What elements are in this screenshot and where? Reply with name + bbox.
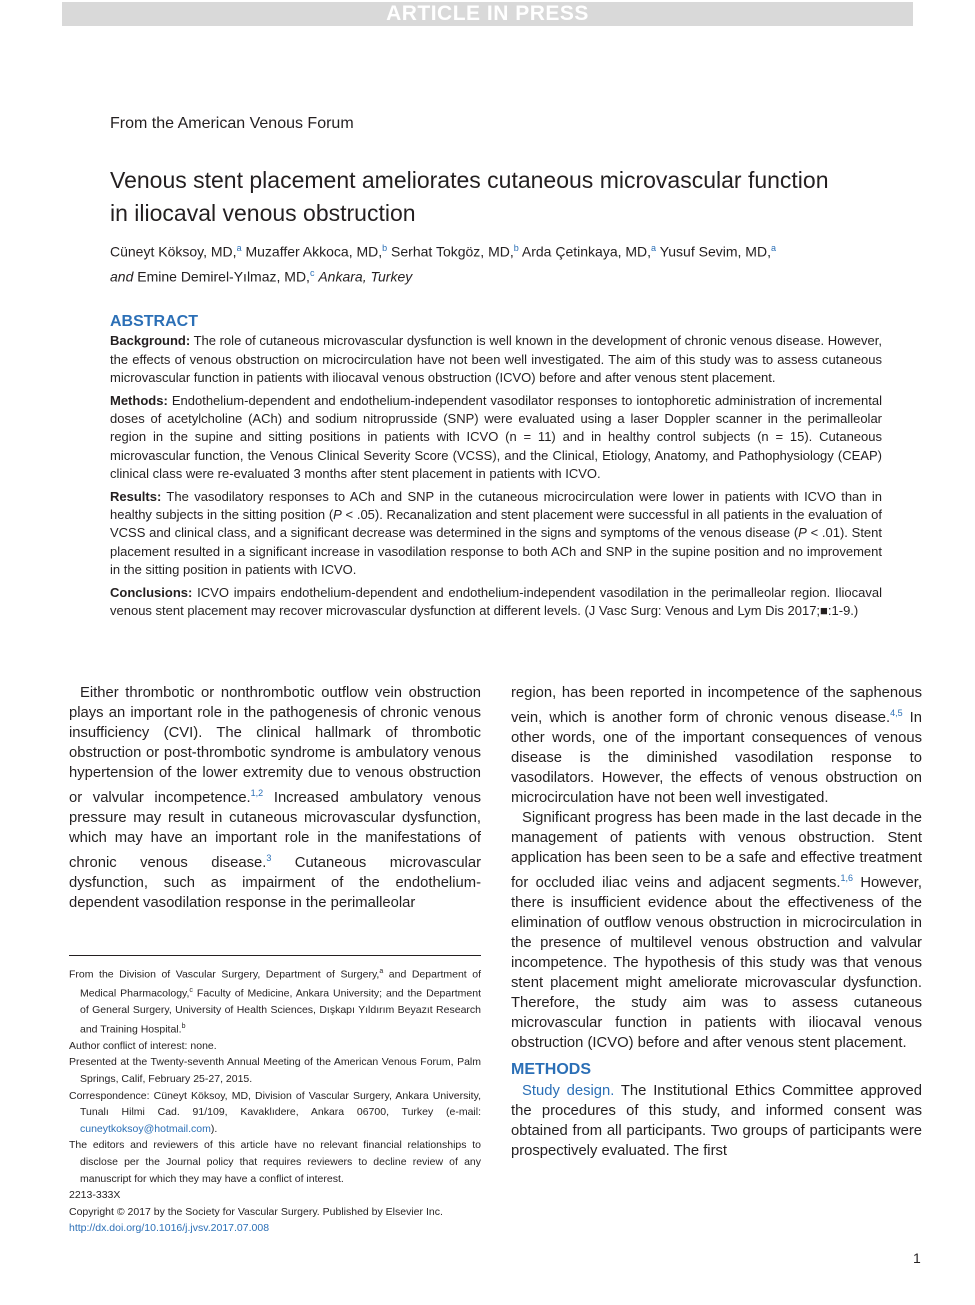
conclusions-label: Conclusions: xyxy=(110,584,193,600)
p-value-symbol: P xyxy=(798,525,807,541)
author: Arda Çetinkaya, MD, xyxy=(518,243,652,260)
body-text: Either thrombotic or nonthrombotic outflow vein obstruction plays an important role in the pathogenesis of chronic venous insufficiency (CVI). The clinical hallmark of thrombotic obstruction or post-thrombotic syndrome is ambulatory venous hypertension of the lower extremity due to venous obstruction or valvular incompetence. xyxy=(69,685,481,806)
abstract-methods xyxy=(110,392,882,484)
methods-label: Methods: xyxy=(110,392,168,408)
body-text: region, has been reported in incompetence of the saphenous vein, which is another form of chronic venous disease. xyxy=(511,685,922,726)
methods-heading: METHODS xyxy=(511,1060,591,1078)
footnote-divider xyxy=(69,955,481,956)
footnote-text: From the Division of Vascular Surgery, Department of Surgery, xyxy=(69,968,380,981)
body-text: However, there is insufficient evidence about the effectiveness of the elimination of outflow venous obstruction in microcirculation in the presence of multilevel venous obstruction and valvular incompetence. The hypothesis of this study was that venous stent placement might ameliorate microvascular dysfunction. Therefore, the study aim was to assess cutaneous microvascular function in patients with iliocaval venous obstruction (ICVO) before and after venous stent placement. xyxy=(511,874,923,1051)
email-link[interactable]: cuneytkoksoy@hotmail.com xyxy=(80,1122,211,1135)
footnotes xyxy=(69,964,481,1237)
study-design-label: Study design. xyxy=(522,1082,615,1099)
background-text: The role of cutaneous microvascular dysfunction is well known in the development of chronic venous disease. However, the effects of venous obstruction on microcirculation have not been well investigated. The aim of this study was to assess cutaneous microvascular function in patients with iliocaval venous obstruction (ICVO) before and after venous stent placement. xyxy=(110,333,882,386)
abstract-conclusions xyxy=(110,584,882,621)
abstract-results xyxy=(110,488,882,580)
p-value-symbol: P xyxy=(333,507,342,523)
footnote-text: Correspondence: Cüneyt Köksoy, MD, Division of Vascular Surgery, Ankara University, Tunalı Hilmi Cad. 91/109, Kavaklıdere, Ankara 06700, Turkey (e-mail: xyxy=(69,1089,481,1119)
author-list xyxy=(110,238,880,287)
results-text: < .01). Stent placement resulted in a significant increase in vasodilation response to both ACh and SNP in the supine position and no improvement in the sitting position in patients with ICVO. xyxy=(110,525,883,578)
footnote-text: Faculty of Medicine, Ankara University; and the Department of General Surgery, University of Health Sciences, Dışkapı Yıldırım Beyazıt Research and Training Hospital. xyxy=(80,987,481,1036)
author: Muzaffer Akkoca, MD, xyxy=(241,243,383,260)
correspondence-footnote xyxy=(69,1088,481,1138)
results-text: < .05). Recanalization and stent placement were successful in all patients in the evaluation of VCSS and clinical class, and a significant decrease was determined in the signs and symptoms of the venous disease ( xyxy=(110,507,882,541)
affiliation-marker[interactable]: b xyxy=(382,243,388,253)
author-conjunction: and xyxy=(110,268,134,285)
body-paragraph xyxy=(511,683,922,808)
author: Serhat Tokgöz, MD, xyxy=(387,243,514,260)
left-column xyxy=(69,683,481,913)
methods-text: Endothelium-dependent and endothelium-independent vasodilator responses to iontophoretic administration of incremental doses of acetylcholine (ACh) and sodium nitroprusside (SNP) were evaluated using a laser Doppler scanner in the perimalleolar region in the supine and sitting positions in patients with ICVO (n = 11) and in healthy control subjects (n = 15). Cutaneous microvascular function, the Venous Clinical Severity Score (VCSS), and the Clinical, Etiology, Anatomy, and Pathophysiology (CEAP) clinical class were re-evaluated 3 months after stent placement in patients with ICVO. xyxy=(110,392,882,482)
article-title: Venous stent placement ameliorates cutaneous microvascular function in iliocaval venous obstruction xyxy=(110,167,829,226)
footnote-text: and Department of Medical Pharmacology, xyxy=(80,968,481,1000)
author: Emine Demirel-Yılmaz, MD, xyxy=(133,268,310,285)
affiliation-marker[interactable]: a xyxy=(651,243,657,253)
author: Cüneyt Köksoy, MD, xyxy=(110,243,237,260)
conclusions-text: ICVO impairs endothelium-dependent and endothelium-independent vasodilation in the perimalleolar region. Iliocaval venous stent placement may recover microvascular dysfunction at different levels. (J Vasc Surg: Venous and Lym Dis 2017;■:1-9.) xyxy=(110,584,882,619)
affiliation-marker[interactable]: c xyxy=(309,267,315,278)
abstract-heading: ABSTRACT xyxy=(110,313,198,330)
abstract-background xyxy=(110,332,882,387)
article-in-press-banner: ARTICLE IN PRESS xyxy=(62,2,913,26)
affiliation-footnote xyxy=(69,964,481,1038)
copyright: Copyright © 2017 by the Society for Vascular Surgery. Published by Elsevier Inc. xyxy=(69,1205,443,1218)
body-text: Significant progress has been made in the last decade in the management of patients with venous obstruction. Stent application has been seen to be a safe and effective treatment for occluded iliac veins and adjacent segments. xyxy=(511,809,922,891)
presented-footnote: Presented at the Twenty-seventh Annual Meeting of the American Venous Forum, Palm Springs, Calif, February 25-27, 2015. xyxy=(69,1056,481,1086)
reference-link[interactable]: 1,2 xyxy=(250,788,264,798)
author-location: Ankara, Turkey xyxy=(318,268,413,285)
affiliation-marker: a xyxy=(379,968,384,975)
body-paragraph xyxy=(511,808,922,1053)
doi-link[interactable]: http://dx.doi.org/10.1016/j.jvsv.2017.07.008 xyxy=(69,1222,270,1235)
footnote-text: ). xyxy=(210,1122,218,1135)
abstract xyxy=(110,313,882,625)
affiliation-marker: c xyxy=(189,987,193,995)
affiliation-marker: b xyxy=(181,1022,186,1030)
section-label: From the American Venous Forum xyxy=(110,115,354,132)
page-number: 1 xyxy=(913,1250,921,1266)
conflict-footnote: Author conflict of interest: none. xyxy=(69,1039,217,1052)
issn: 2213-333X xyxy=(69,1189,121,1202)
body-text: The Institutional Ethics Committee approved the procedures of this study, and informed consent was obtained from all participants. Two groups of participants were prospectively evaluated. The first xyxy=(511,1082,922,1159)
body-paragraph xyxy=(511,1081,922,1161)
body-text: Increased ambulatory venous pressure may result in cutaneous microvascular dysfunction, which may have an important role in the manifestations of chronic venous disease. xyxy=(69,789,481,871)
reference-link[interactable]: 1,6 xyxy=(840,872,853,883)
background-label: Background: xyxy=(110,333,191,349)
reference-link[interactable]: 4,5 xyxy=(890,708,903,718)
affiliation-marker[interactable]: b xyxy=(513,243,519,253)
affiliation-marker[interactable]: a xyxy=(770,243,776,253)
body-paragraph xyxy=(69,683,481,913)
affiliation-marker[interactable]: a xyxy=(236,243,242,253)
body-text: In other words, one of the important consequences of venous disease is the diminished vasodilation response to vasodilators. However, the effects of venous obstruction on microcirculation have not been well investigated. xyxy=(511,709,922,806)
body-text: Cutaneous microvascular dysfunction, such as impairment of the endothelium-dependent vasodilation response in the perimalleolar xyxy=(69,854,482,911)
right-column xyxy=(511,683,922,1161)
reference-link[interactable]: 3 xyxy=(266,852,272,863)
author: Yusuf Sevim, MD, xyxy=(656,243,771,260)
results-label: Results: xyxy=(110,488,162,504)
editors-footnote: The editors and reviewers of this article have no relevant financial relationships to disclose per the Journal policy that requires reviewers to decline review of any manuscript for which they may have a conflict of interest. xyxy=(69,1139,481,1185)
results-text: The vasodilatory responses to ACh and SNP in the cutaneous microcirculation were lower in patients with ICVO than in healthy subjects in the sitting position ( xyxy=(110,488,882,523)
